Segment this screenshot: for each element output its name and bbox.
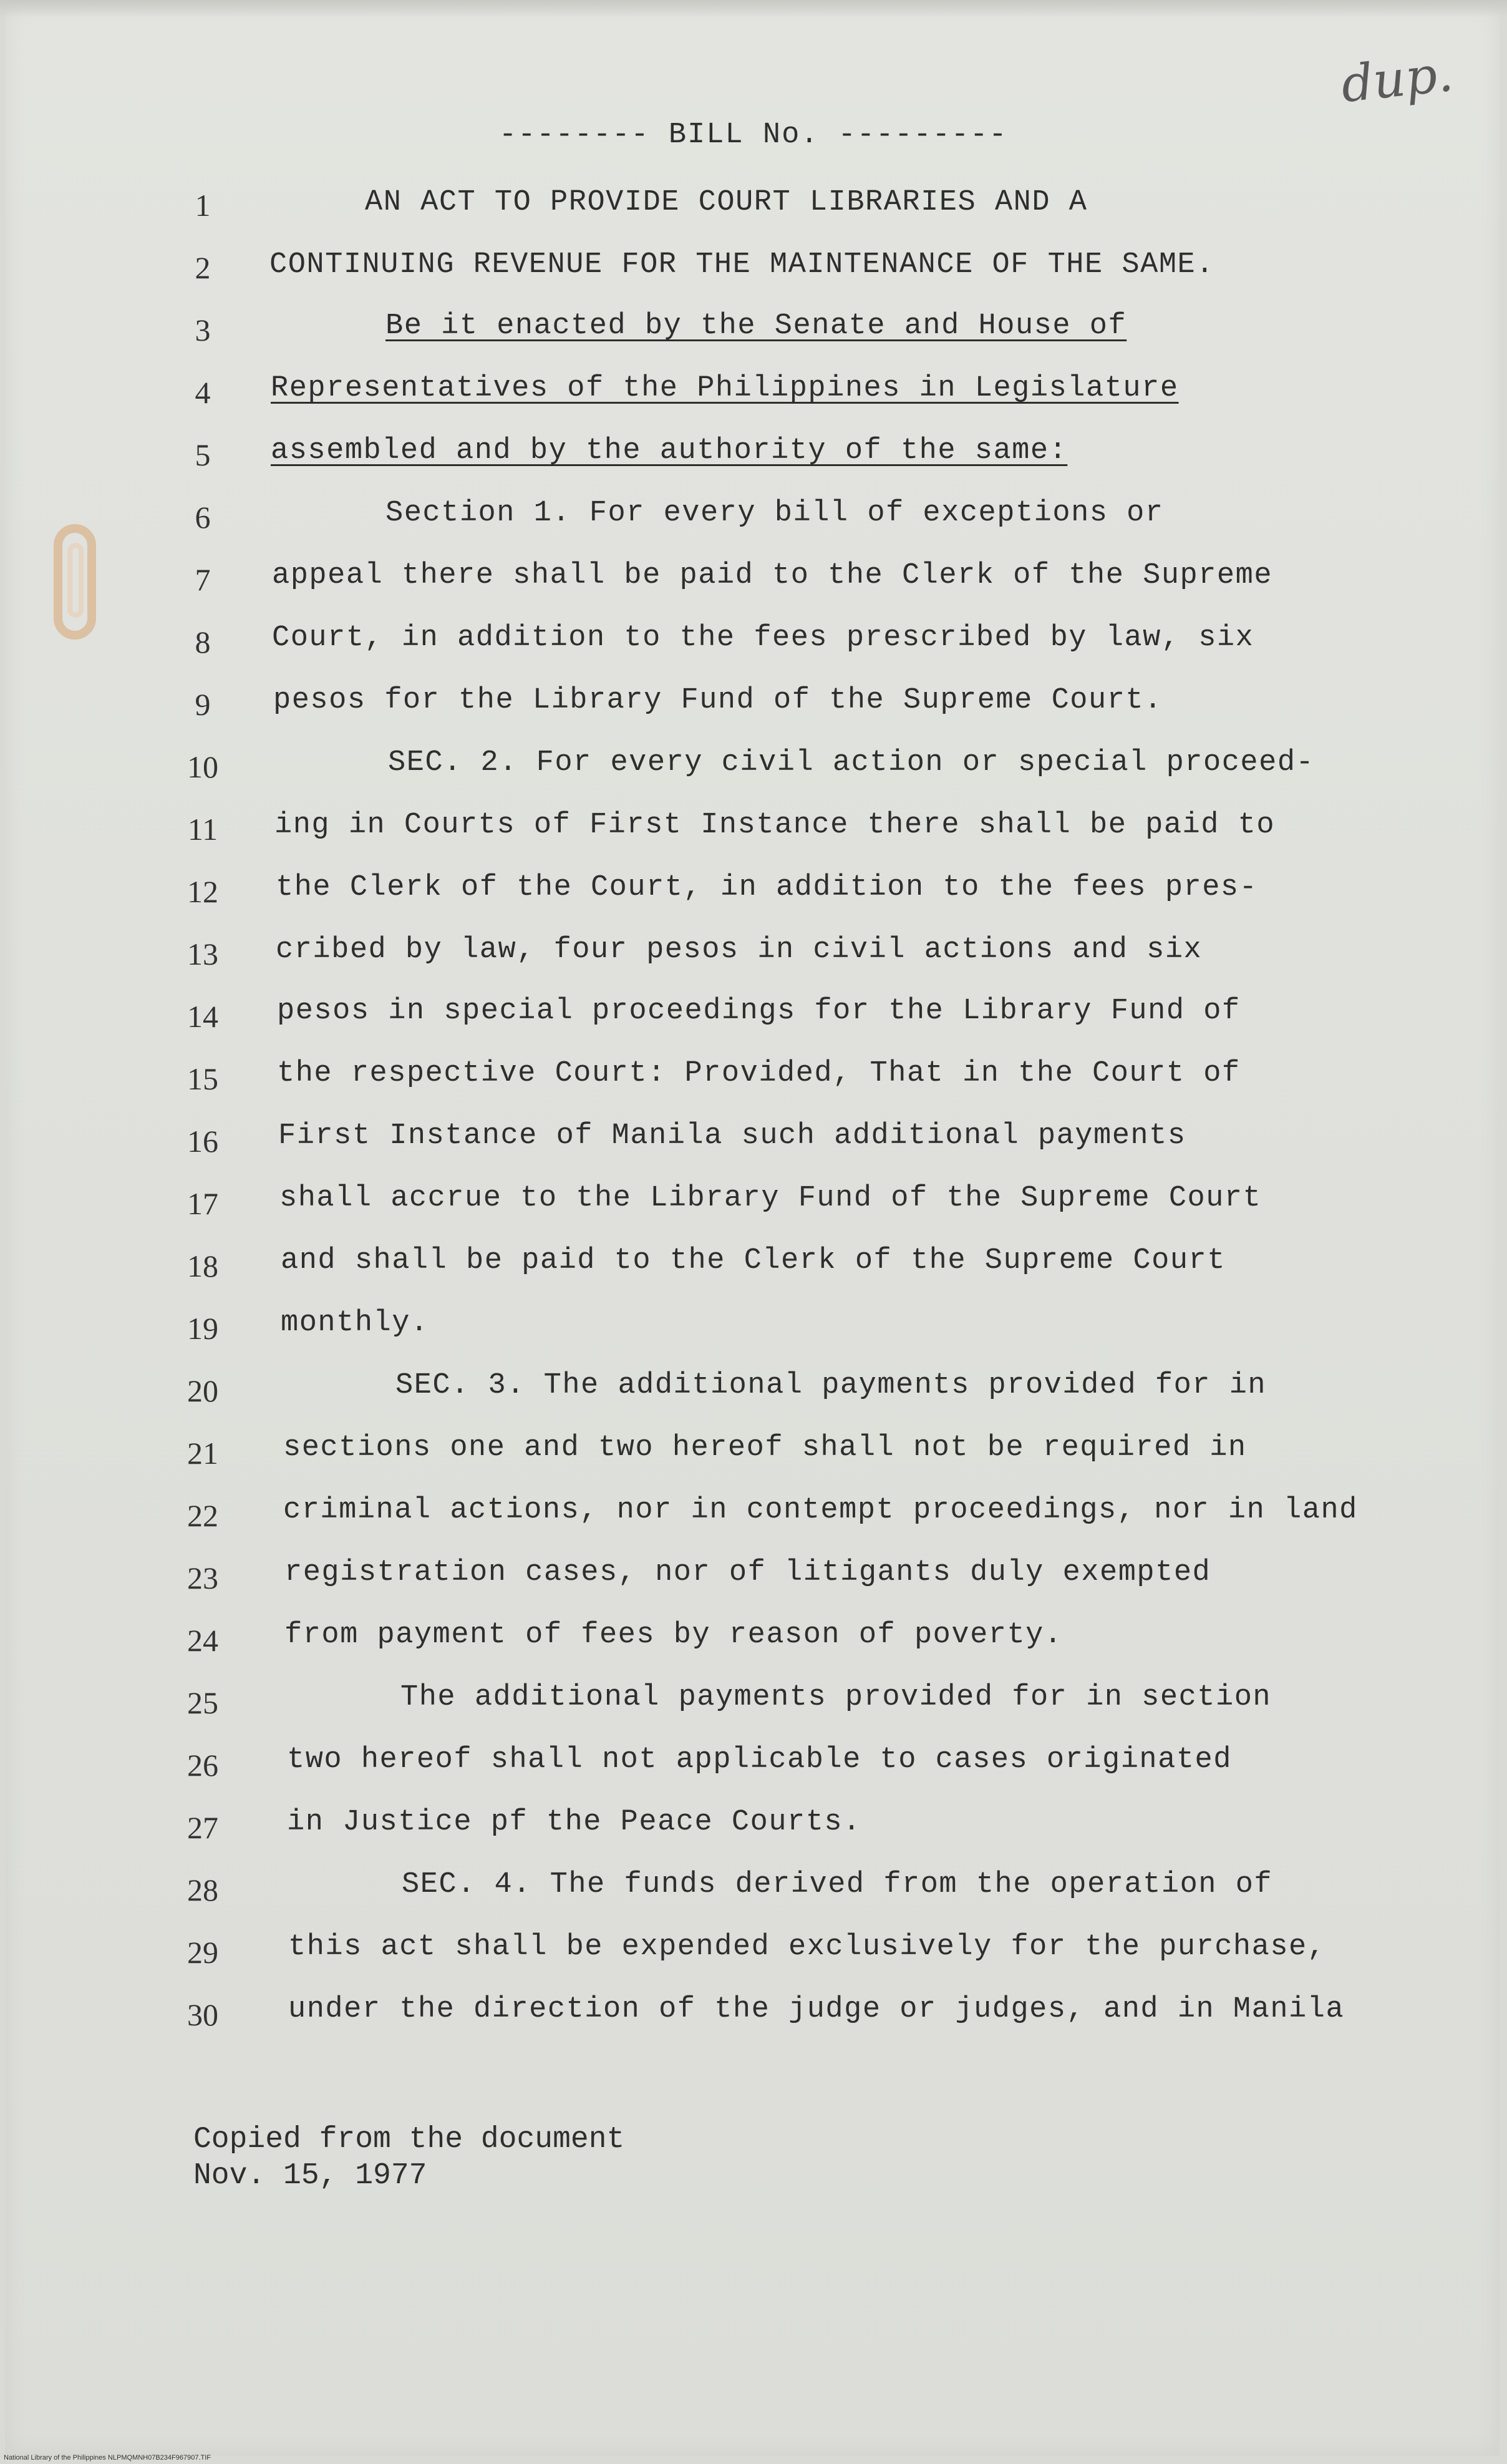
line-number: 18 <box>187 1249 218 1283</box>
line-number: 6 <box>195 500 211 535</box>
bill-line: Section 1. For every bill of exceptions or <box>385 497 1164 530</box>
bill-line: AN ACT TO PROVIDE COURT LIBRARIES AND A <box>365 186 1088 219</box>
bill-line: Court, in addition to the fees prescribed by law, six <box>272 621 1254 655</box>
line-number: 19 <box>187 1311 218 1346</box>
line-number: 27 <box>187 1810 218 1845</box>
enacting-clause-line: Be it enacted by the Senate and House of <box>385 309 1127 343</box>
line-number: 24 <box>187 1623 218 1658</box>
bill-line: monthly. <box>281 1307 429 1340</box>
line-number: 28 <box>187 1872 218 1907</box>
bill-line: SEC. 3. The additional payments provided for in <box>395 1369 1267 1402</box>
line-number: 8 <box>195 625 211 660</box>
line-number: 12 <box>187 874 218 909</box>
bill-line: registration cases, nor of litigants duly exempted <box>284 1556 1211 1589</box>
line-number: 15 <box>187 1061 218 1096</box>
bill-line: SEC. 2. For every civil action or special proceed- <box>388 746 1315 779</box>
line-number: 1 <box>195 188 211 223</box>
line-number: 10 <box>187 749 218 784</box>
bill-line: criminal actions, nor in contempt proceedings, nor in land <box>283 1494 1358 1527</box>
line-number: 17 <box>187 1186 218 1221</box>
bill-line: appeal there shall be paid to the Clerk of the Supreme <box>272 559 1273 592</box>
enacting-clause-line: Representatives of the Philippines in Legislature <box>271 372 1179 405</box>
bill-line: shall accrue to the Library Fund of the Supreme Court <box>279 1182 1262 1215</box>
copy-note-date: Nov. 15, 1977 <box>193 2159 427 2193</box>
bill-line: under the direction of the judge or judges, and in Manila <box>288 1993 1345 2026</box>
bill-line: pesos in special proceedings for the Library Fund of <box>277 995 1241 1028</box>
line-number: 7 <box>195 562 211 597</box>
line-number: 16 <box>187 1124 218 1159</box>
bill-line: cribed by law, four pesos in civil actions and six <box>276 933 1203 967</box>
line-number: 22 <box>187 1498 218 1533</box>
line-number: 25 <box>187 1685 218 1720</box>
line-number: 30 <box>187 1997 218 2032</box>
bill-line: this act shall be expended exclusively for the purchase, <box>288 1931 1326 1964</box>
line-number: 5 <box>195 437 211 472</box>
line-number: 23 <box>187 1561 218 1595</box>
bill-line: pesos for the Library Fund of the Supreme Court. <box>273 684 1163 717</box>
bill-line: sections one and two hereof shall not be required in <box>283 1431 1247 1464</box>
copy-note-line: Copied from the document <box>193 2123 625 2156</box>
bill-line: the Clerk of the Court, in addition to the fees pres- <box>276 871 1258 904</box>
bill-line: ing in Courts of First Instance there shall be paid to <box>274 809 1276 842</box>
bill-line: The additional payments provided for in section <box>400 1681 1272 1714</box>
copy-note <box>193 2121 624 2194</box>
bill-line: First Instance of Manila such additional payments <box>278 1119 1186 1152</box>
bill-title: -------- BILL No. --------- <box>499 119 1008 152</box>
line-number: 11 <box>187 812 218 847</box>
line-number: 9 <box>195 687 211 722</box>
handwritten-annotation: dup. <box>1338 44 1456 114</box>
line-number: 3 <box>195 313 211 348</box>
bill-line: two hereof shall not applicable to cases originated <box>287 1743 1232 1776</box>
archive-caption: National Library of the Philippines NLPMQMNH07B234F967907.TIF <box>4 2454 211 2462</box>
enacting-clause-line: assembled and by the authority of the same: <box>271 434 1068 467</box>
line-number: 2 <box>195 250 211 285</box>
bill-line: from payment of fees by reason of poverty. <box>284 1619 1063 1652</box>
line-number: 20 <box>187 1373 218 1408</box>
bill-line: SEC. 4. The funds derived from the operation of <box>402 1868 1273 1901</box>
line-number: 26 <box>187 1748 218 1783</box>
line-number: 4 <box>195 375 211 410</box>
bill-line: CONTINUING REVENUE FOR THE MAINTENANCE OF THE SAME. <box>269 248 1214 281</box>
line-number: 21 <box>187 1436 218 1471</box>
line-number: 29 <box>187 1935 218 1970</box>
bill-line: the respective Court: Provided, That in the Court of <box>277 1057 1241 1090</box>
bill-line: in Justice pf the Peace Courts. <box>287 1806 861 1839</box>
page-top-edge <box>0 0 1507 17</box>
paperclip-inner-icon <box>67 543 84 618</box>
line-number: 14 <box>187 999 218 1034</box>
line-number: 13 <box>187 937 218 971</box>
bill-line: and shall be paid to the Clerk of the Supreme Court <box>281 1244 1226 1277</box>
